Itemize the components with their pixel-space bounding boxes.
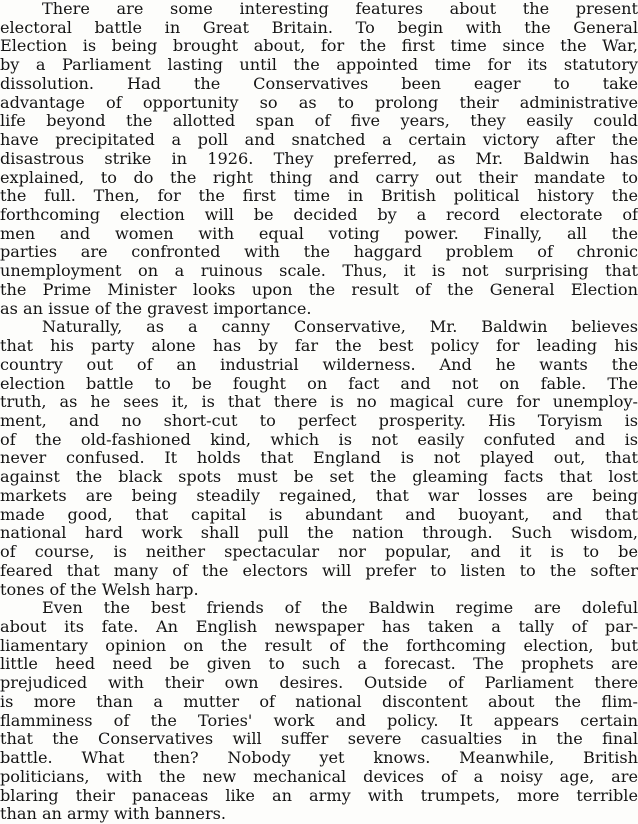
text-line: truth, as he sees it, is that there is no magical cure for unemploy- [0, 393, 638, 412]
text-line: parties are confronted with the haggard problem of chronic [0, 243, 638, 262]
text-line: than an army with banners. [0, 805, 227, 824]
text-line: flamminess of the Tories' work and policy. It appears certain [0, 711, 638, 730]
text-line: Naturally, as a canny Conservative, Mr. Baldwin believes [42, 318, 638, 337]
text-line: made good, that capital is abundant and buoyant, and that [0, 505, 638, 524]
text-line: the full. Then, for the first time in British political history the [0, 187, 638, 206]
text-line: blaring their panaceas like an army with trumpets, more terrible [0, 786, 638, 805]
text-line: advantage of opportunity so as to prolong their administrative [0, 93, 638, 112]
text-line: life beyond the allotted span of five years, they easily could [0, 112, 638, 131]
text-line: about its fate. An English newspaper has taken a tally of par- [0, 618, 638, 636]
text-line: never confused. It holds that England is not played out, that [0, 449, 638, 468]
text-line: battle. What then? Nobody yet knows. Meanwhile, British [0, 749, 638, 768]
text-line: markets are being steadily regained, that war losses are being [0, 486, 638, 505]
text-line: explained, to do the right thing and carry out their mandate to [0, 168, 638, 187]
text-line: tones of the Welsh harp. [0, 580, 199, 599]
text-line: politicians, with the new mechanical devices of a noisy age, are [0, 767, 638, 786]
text-line: of course, is neither spectacular nor popular, and it is to be [0, 543, 638, 562]
text-line: men and women with equal voting power. Finally, all the [0, 224, 638, 243]
text-line: election battle to be fought on fact and not on fable. The [0, 374, 638, 393]
text-line: forthcoming election will be decided by a record electorate of [0, 206, 638, 224]
text-line: disastrous strike in 1926. They preferred, as Mr. Baldwin has [0, 149, 638, 168]
text-line: have precipitated a poll and snatched a certain victory after the [0, 131, 638, 150]
text-line: Election is being brought about, for the first time since the War, [0, 37, 638, 56]
text-line: little heed need be given to such a forecast. The prophets are [0, 655, 638, 674]
text-line: ment, and no short-cut to perfect prosperity. His Toryism is [0, 412, 638, 430]
text-line: by a Parliament lasting until the appointed time for its statutory [0, 56, 638, 75]
text-line: dissolution. Had the Conservatives been eager to take [0, 74, 638, 93]
text-line: against the black spots must be set the gleaming facts that lost [0, 468, 638, 487]
text-line: electoral battle in Great Britain. To begin with the General [0, 18, 638, 37]
text-line: as an issue of the gravest importance. [0, 299, 312, 318]
text-line: that his party alone has by far the best policy for leading his [0, 337, 638, 356]
text-line: There are some interesting features about the present [42, 0, 638, 18]
text-line: is more than a mutter of national discontent about the flim- [0, 692, 638, 711]
text-line: feared that many of the electors will prefer to listen to the softer [0, 561, 638, 580]
text-line: the Prime Minister looks upon the result of the General Election [0, 280, 638, 299]
text-line: Even the best friends of the Baldwin regime are doleful [42, 599, 638, 618]
text-line: prejudiced with their own desires. Outside of Parliament there [0, 674, 638, 693]
text-line: that the Conservatives will suffer severe casualties in the final [0, 730, 638, 749]
text-line: national hard work shall pull the nation through. Such wisdom, [0, 524, 638, 543]
text-line: unemployment on a ruinous scale. Thus, it is not surprising that [0, 262, 638, 281]
text-line: of the old-fashioned kind, which is not easily confuted and is [0, 430, 638, 449]
text-line: liamentary opinion on the result of the forthcoming election, but [0, 636, 638, 655]
text-line: country out of an industrial wilderness. And he wants the [0, 355, 638, 374]
